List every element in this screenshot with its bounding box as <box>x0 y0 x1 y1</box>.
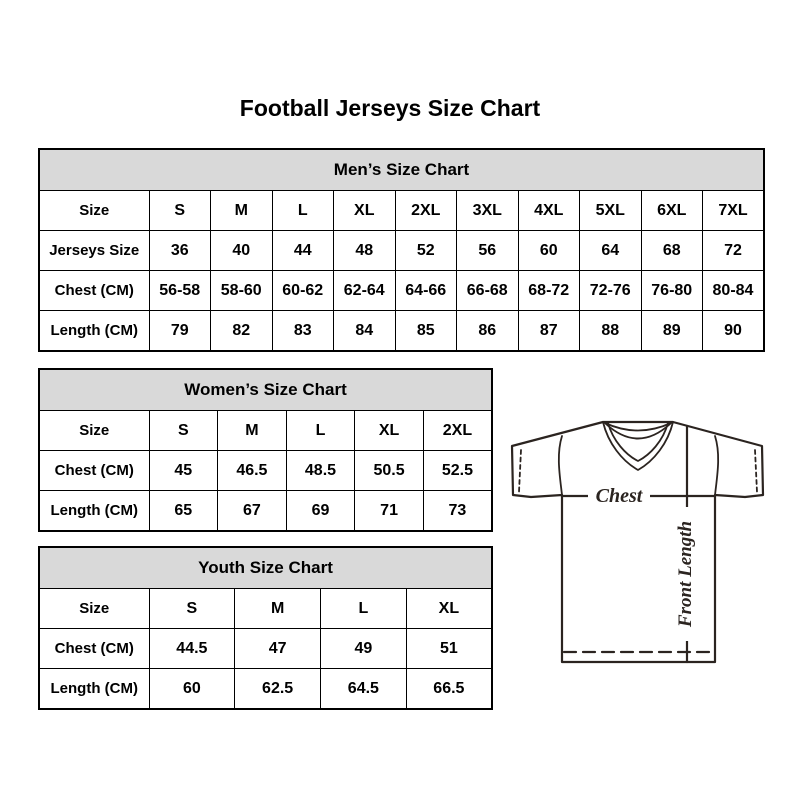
mens-size-chart-value-cell: 79 <box>149 311 211 352</box>
mens-size-chart-value-cell: 52 <box>395 231 457 271</box>
womens-size-chart-row-0 <box>39 411 492 451</box>
womens-size-chart-value-cell: S <box>149 411 218 451</box>
mens-size-chart-value-cell: 48 <box>334 231 396 271</box>
chest-label: Chest <box>595 485 643 507</box>
womens-size-chart-value-cell: 65 <box>149 491 218 532</box>
womens-size-chart-value-cell: 45 <box>149 451 218 491</box>
youth-size-chart-row-label: Length (CM) <box>39 669 149 710</box>
womens-size-chart-value-cell: M <box>218 411 287 451</box>
mens-size-chart-value-cell: 44 <box>272 231 334 271</box>
mens-size-chart-table <box>38 148 765 352</box>
mens-size-chart-value-cell: 56-58 <box>149 271 211 311</box>
mens-size-chart-value-cell: 80-84 <box>703 271 765 311</box>
womens-size-chart-value-cell: 69 <box>286 491 355 532</box>
youth-size-chart-row-label: Chest (CM) <box>39 629 149 669</box>
mens-size-chart-row-2 <box>39 271 764 311</box>
youth-size-chart-value-cell: 44.5 <box>149 629 235 669</box>
mens-size-chart-value-cell: 5XL <box>580 191 642 231</box>
right-cuff-stitch-line <box>755 450 757 492</box>
mens-size-chart-value-cell: 60 <box>518 231 580 271</box>
womens-size-chart-value-cell: 67 <box>218 491 287 532</box>
youth-size-chart-value-cell: L <box>321 589 407 629</box>
mens-size-chart-value-cell: 4XL <box>518 191 580 231</box>
womens-size-chart-value-cell: 2XL <box>423 411 492 451</box>
youth-size-chart-row-label: Size <box>39 589 149 629</box>
womens-size-chart-value-cell: 71 <box>355 491 424 532</box>
mens-size-chart-value-cell: 64 <box>580 231 642 271</box>
mens-size-chart-value-cell: 6XL <box>641 191 703 231</box>
womens-size-chart-row-label: Length (CM) <box>39 491 149 532</box>
youth-size-chart-title-row <box>39 547 492 589</box>
youth-size-chart-value-cell: 66.5 <box>406 669 492 710</box>
mens-size-chart-title-row <box>39 149 764 191</box>
youth-size-chart-row-1 <box>39 629 492 669</box>
mens-size-chart-value-cell: 72 <box>703 231 765 271</box>
mens-size-chart-value-cell: 66-68 <box>457 271 519 311</box>
mens-size-chart-row-label: Size <box>39 191 149 231</box>
mens-size-chart-value-cell: 89 <box>641 311 703 352</box>
mens-size-chart-title: Men’s Size Chart <box>39 149 764 191</box>
mens-size-chart-row-label: Jerseys Size <box>39 231 149 271</box>
youth-size-chart-row-2 <box>39 669 492 710</box>
womens-size-chart-value-cell: 52.5 <box>423 451 492 491</box>
mens-size-chart-value-cell: M <box>211 191 273 231</box>
mens-size-chart-value-cell: 82 <box>211 311 273 352</box>
mens-size-chart-value-cell: 64-66 <box>395 271 457 311</box>
mens-size-chart-row-label: Chest (CM) <box>39 271 149 311</box>
jersey-measurement-diagram <box>505 403 775 673</box>
youth-size-chart-value-cell: XL <box>406 589 492 629</box>
womens-size-chart-value-cell: L <box>286 411 355 451</box>
mens-size-chart-value-cell: 83 <box>272 311 334 352</box>
womens-size-chart-row-2 <box>39 491 492 532</box>
womens-size-chart-title-row <box>39 369 492 411</box>
mens-size-chart-value-cell: 87 <box>518 311 580 352</box>
womens-size-chart-row-label: Chest (CM) <box>39 451 149 491</box>
womens-size-chart-value-cell: 50.5 <box>355 451 424 491</box>
mens-size-chart-value-cell: 68 <box>641 231 703 271</box>
mens-size-chart-value-cell: 88 <box>580 311 642 352</box>
front-length-label: Front Length <box>675 520 696 628</box>
mens-size-chart-value-cell: 68-72 <box>518 271 580 311</box>
mens-size-chart-row-0 <box>39 191 764 231</box>
womens-size-chart-table <box>38 368 493 532</box>
left-cuff-stitch-line <box>519 450 521 492</box>
mens-size-chart-value-cell: 36 <box>149 231 211 271</box>
youth-size-chart-value-cell: S <box>149 589 235 629</box>
mens-size-chart-row-label: Length (CM) <box>39 311 149 352</box>
womens-size-chart-value-cell: 48.5 <box>286 451 355 491</box>
collar-inner-v <box>608 423 668 461</box>
youth-size-chart-title: Youth Size Chart <box>39 547 492 589</box>
youth-size-chart-value-cell: 60 <box>149 669 235 710</box>
womens-size-chart-value-cell: XL <box>355 411 424 451</box>
mens-size-chart-value-cell: 56 <box>457 231 519 271</box>
right-armhole-seam <box>715 436 718 495</box>
jersey-outline-shape <box>512 422 763 662</box>
mens-size-chart-value-cell: 3XL <box>457 191 519 231</box>
mens-size-chart-value-cell: 76-80 <box>641 271 703 311</box>
mens-size-chart-value-cell: 84 <box>334 311 396 352</box>
mens-size-chart-value-cell: 86 <box>457 311 519 352</box>
left-armhole-seam <box>559 436 562 495</box>
mens-size-chart-value-cell: XL <box>334 191 396 231</box>
mens-size-chart-value-cell: 60-62 <box>272 271 334 311</box>
mens-size-chart-value-cell: L <box>272 191 334 231</box>
youth-size-chart-table <box>38 546 493 710</box>
youth-size-chart-value-cell: 47 <box>235 629 321 669</box>
youth-size-chart-value-cell: 49 <box>321 629 407 669</box>
youth-size-chart-value-cell: M <box>235 589 321 629</box>
mens-size-chart-value-cell: S <box>149 191 211 231</box>
womens-size-chart-row-1 <box>39 451 492 491</box>
page-title: Football Jerseys Size Chart <box>239 95 541 121</box>
womens-size-chart-row-label: Size <box>39 411 149 451</box>
youth-size-chart-row-0 <box>39 589 492 629</box>
mens-size-chart-value-cell: 72-76 <box>580 271 642 311</box>
youth-size-chart-value-cell: 64.5 <box>321 669 407 710</box>
womens-size-chart-title: Women’s Size Chart <box>39 369 492 411</box>
womens-size-chart-value-cell: 46.5 <box>218 451 287 491</box>
youth-size-chart-value-cell: 51 <box>406 629 492 669</box>
mens-size-chart-row-3 <box>39 311 764 352</box>
mens-size-chart-value-cell: 85 <box>395 311 457 352</box>
mens-size-chart-value-cell: 40 <box>211 231 273 271</box>
collar-back-arc-1 <box>605 423 671 431</box>
mens-size-chart-value-cell: 2XL <box>395 191 457 231</box>
mens-size-chart-value-cell: 7XL <box>703 191 765 231</box>
youth-size-chart-value-cell: 62.5 <box>235 669 321 710</box>
mens-size-chart-value-cell: 90 <box>703 311 765 352</box>
mens-size-chart-value-cell: 58-60 <box>211 271 273 311</box>
mens-size-chart-value-cell: 62-64 <box>334 271 396 311</box>
womens-size-chart-value-cell: 73 <box>423 491 492 532</box>
mens-size-chart-row-1 <box>39 231 764 271</box>
